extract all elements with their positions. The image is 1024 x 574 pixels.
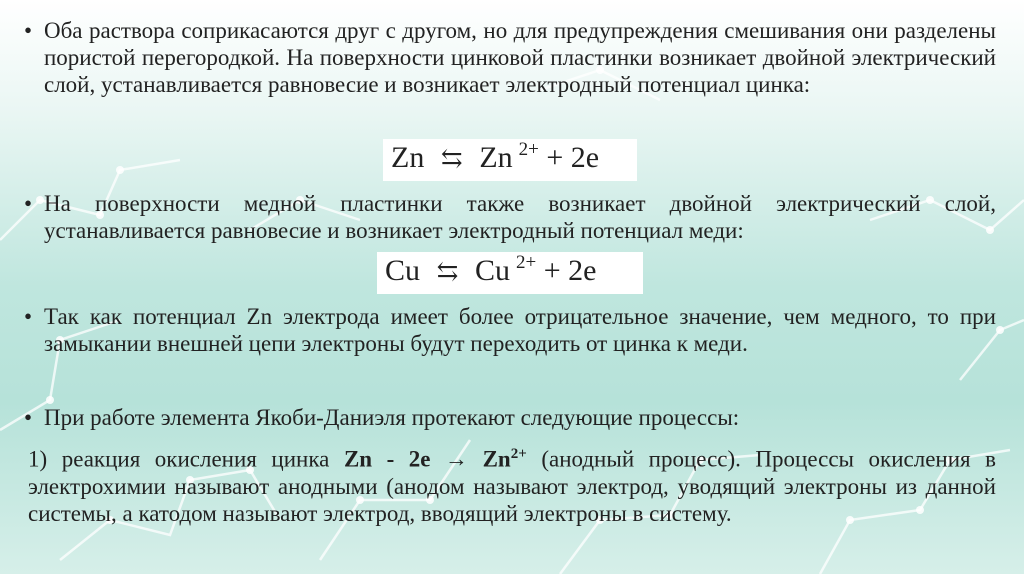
- formula-zinc-left: Zn: [391, 141, 425, 174]
- bullet-marker: •: [24, 191, 33, 216]
- bullet-1: [24, 17, 996, 98]
- equilibrium-arrow-icon: ⇆: [436, 257, 459, 286]
- bullet-2-text: На поверхности медной пластинки также возникает двойной электрический слой, устанавливается равновесие и возникает электродный потенциал меди:: [44, 191, 996, 243]
- bullet-4-text: При работе элемента Якоби-Даниэля протекают следующие процессы:: [44, 405, 740, 430]
- zinc-ion-charge: 2+: [510, 446, 527, 462]
- bullet-marker: •: [24, 18, 33, 43]
- formula-zinc-charge: 2+: [518, 139, 539, 160]
- equilibrium-arrow-icon: ⇆: [440, 144, 463, 173]
- process-description: (анодный процесс). Процессы окисления в электрохимии называют анодными (анодом называют электрод, уводящий электроны из данной системы, а катодом называют электрод, вводящий электроны в систему.: [28, 446, 997, 526]
- formula-zinc-electrons: + 2e: [546, 141, 600, 174]
- formula-zinc-right: Zn: [479, 141, 513, 174]
- bullet-1-text: Оба раствора соприкасаются друг с другом, но для предупреждения смешивания они разделены пористой перегородкой. На поверхности цинковой пластинки возникает двойной электрический слой, устанавливается равновесие и возникает электродный потенциал цинка:: [44, 18, 996, 97]
- bullet-2: [24, 190, 996, 244]
- bullet-4: [24, 404, 996, 431]
- zinc-oxidation-reaction: Zn - 2e → Zn: [343, 446, 511, 472]
- formula-copper-electrons: + 2e: [543, 254, 597, 287]
- bullet-3-text: Так как потенциал Zn электрода имеет более отрицательное значение, чем медного, то при замыкании внешней цепи электроны будут переходить от цинка к меди.: [44, 304, 996, 356]
- paragraph-anode-process: [28, 441, 996, 527]
- formula-copper-equilibrium: [377, 252, 643, 294]
- process-prefix: 1) реакция окисления цинка: [28, 446, 330, 472]
- formula-copper-right: Cu: [475, 254, 511, 287]
- bullet-marker: •: [24, 405, 33, 430]
- bullet-3: [24, 303, 996, 357]
- formula-copper-left: Cu: [385, 254, 421, 287]
- formula-copper-charge: 2+: [516, 252, 537, 273]
- bullet-marker: •: [24, 304, 33, 329]
- formula-zinc-equilibrium: [383, 139, 637, 181]
